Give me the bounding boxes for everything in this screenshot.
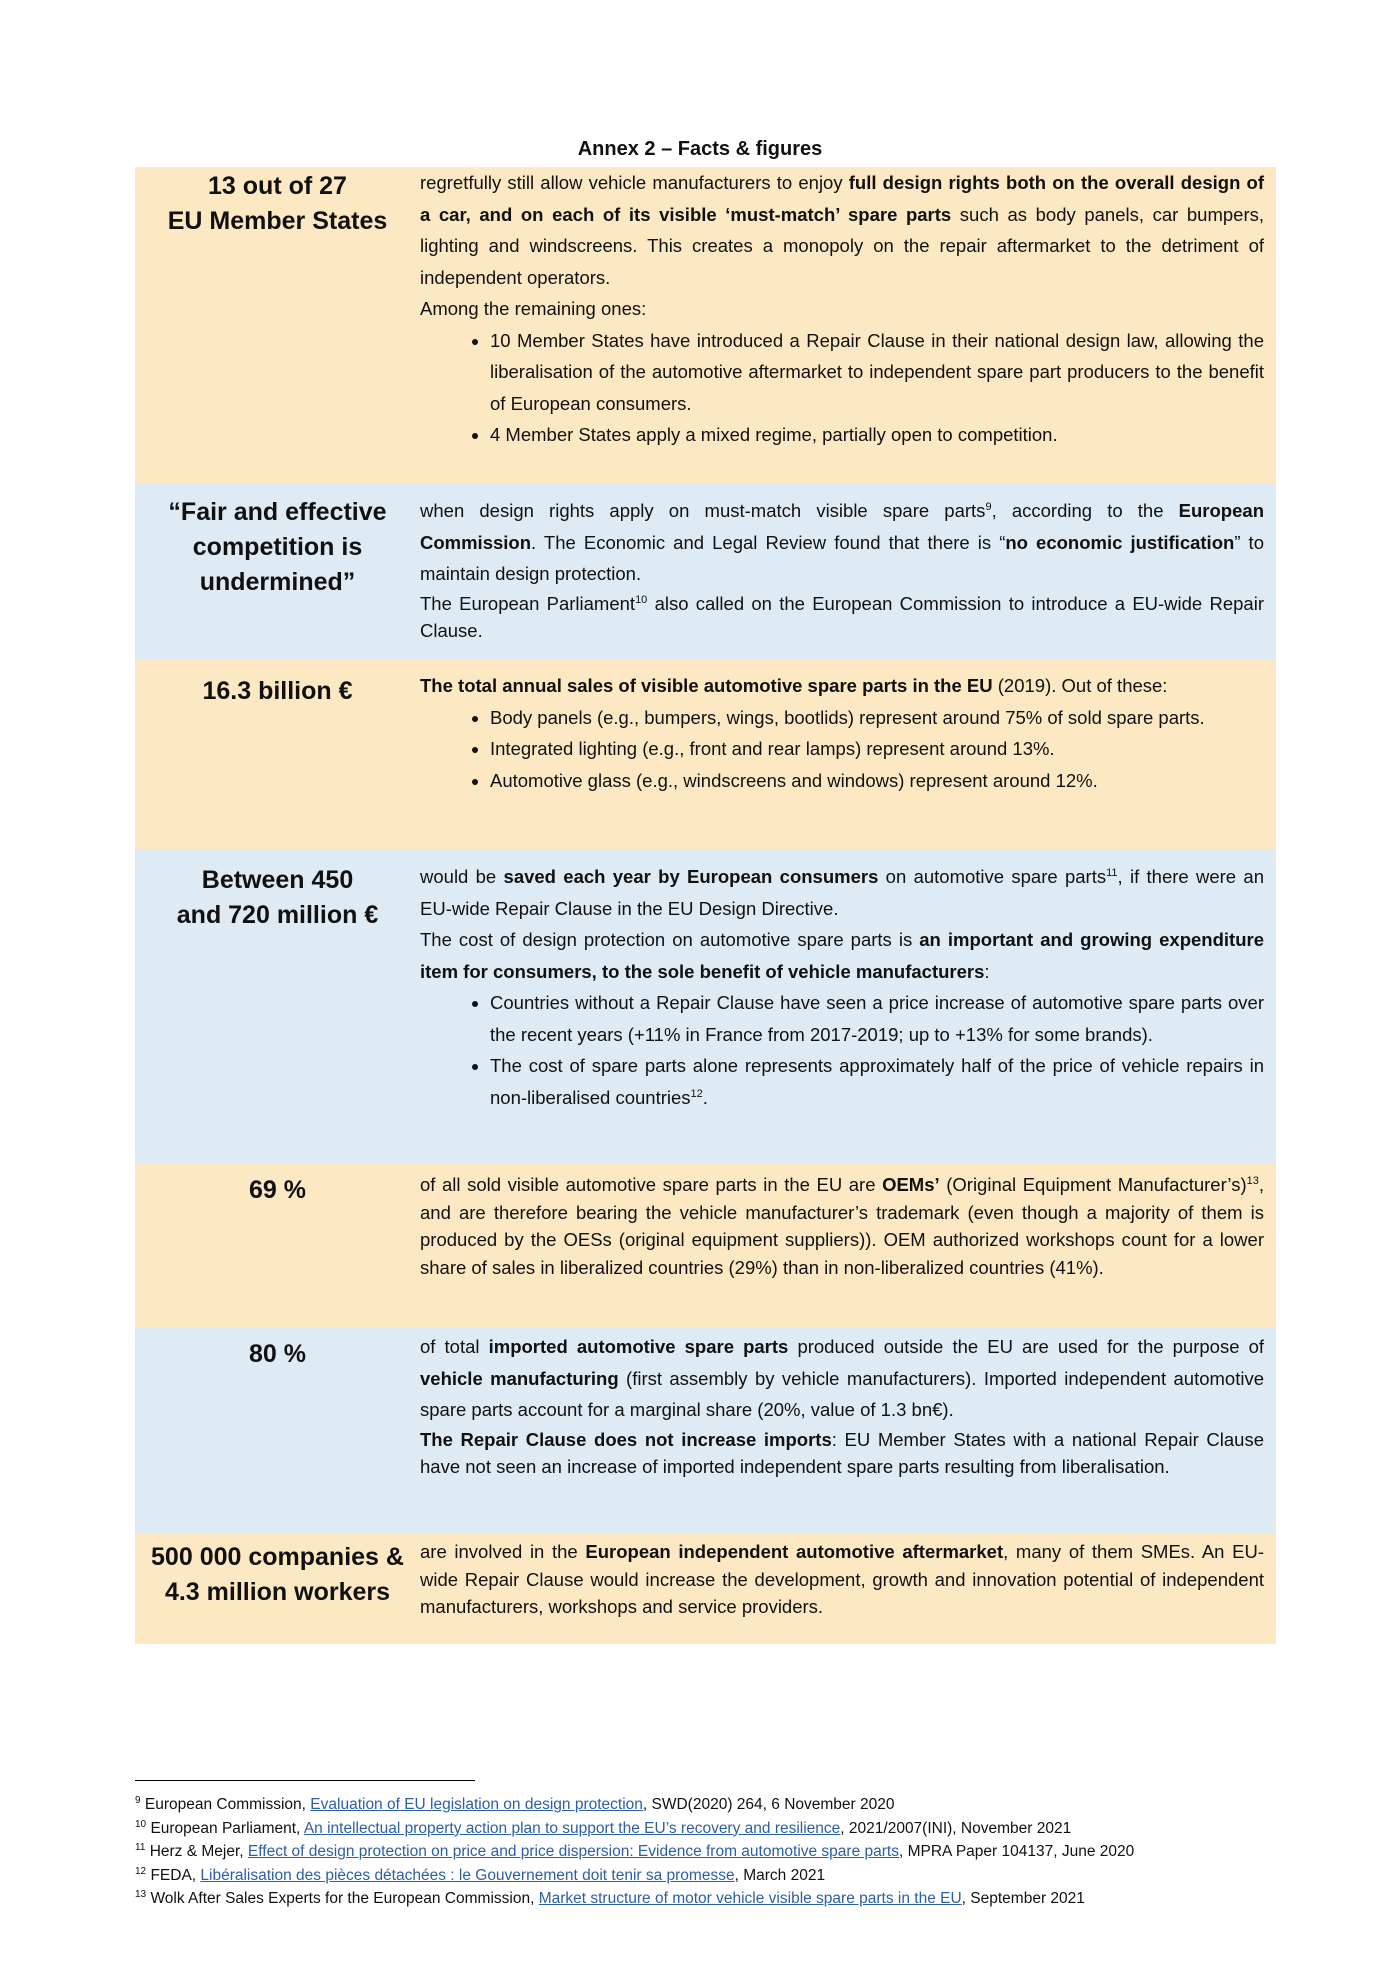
list-item: • 4 Member States apply a mixed regime, partially open to competition. xyxy=(490,419,1264,451)
paragraph: of total imported automotive spare parts produced outside the EU are used for the purpose of vehicle manufacturing (first assembly by vehicle manufacturers). Imported independent automotive spare parts account for a marginal share (20%, value of 1.3 bn€). xyxy=(420,1336,1265,1420)
fact-row-competition xyxy=(135,483,1276,660)
description-member-states xyxy=(420,167,1276,483)
paragraph: The European Parliament$^{10}$ also called on the European Commission to introduce a EU-wide Repair Clause. xyxy=(420,592,1264,641)
list-item: • Body panels (e.g., bumpers, wings, bootlids) represent around 75% of sold spare parts. xyxy=(490,702,1264,734)
footnote-link[interactable]: An intellectual property action plan to support the EU’s recovery and resilience xyxy=(303,1819,841,1837)
footnote-link[interactable]: Effect of design protection on price and price dispersion: Evidence from automotive spare parts xyxy=(247,1843,899,1860)
bullet-list xyxy=(420,702,1264,797)
fact-row-sales xyxy=(135,660,1276,849)
footnote-link[interactable]: Evaluation of EU legislation on design protection xyxy=(310,1796,643,1813)
paragraph: Among the remaining ones: xyxy=(420,298,647,319)
bullet-list xyxy=(420,325,1264,451)
description-imports xyxy=(420,1327,1276,1534)
fact-row-savings xyxy=(135,849,1276,1163)
paragraph: The cost of design protection on automotive spare parts is an important and growing expenditure item for consumers, to the sole benefit of vehicle manufacturers: xyxy=(420,929,1264,982)
footnote-link[interactable]: Market structure of motor vehicle visible spare parts in the EU xyxy=(538,1890,962,1907)
figure-competition: “Fair and effective competition is undermined” xyxy=(168,498,387,596)
figure-imports: 80 % xyxy=(249,1340,306,1368)
fact-row-member-states xyxy=(135,167,1276,483)
footnote-separator xyxy=(135,1780,475,1781)
footnotes xyxy=(135,1793,1335,1911)
page-title: Annex 2 – Facts & figures xyxy=(577,138,823,160)
fact-row-imports xyxy=(135,1327,1276,1534)
paragraph: The total annual sales of visible automotive spare parts in the EU (2019). Out of these: xyxy=(420,675,1168,696)
list-item: • The cost of spare parts alone represents approximately half of the price of vehicle repairs in non-liberalised countries$^{12}$. xyxy=(490,1050,1264,1113)
description-sales xyxy=(420,660,1276,849)
paragraph: are involved in the European independent automotive aftermarket, many of them SMEs. An EU-wide Repair Clause would increase the development, growth and innovation potential of independent manufacturers, workshops and service providers. xyxy=(420,1541,1264,1617)
description-competition xyxy=(420,483,1276,660)
paragraph: regretfully still allow vehicle manufacturers to enjoy full design rights both on the overall design of a car, and on each of its visible ‘must-match’ spare parts such as body panels, car bumpers, lighting and windscreens. This creates a monopoly on the repair aftermarket to the detriment of independent operators. xyxy=(420,172,1265,288)
figure-companies: 500 000 companies & 4.3 million workers xyxy=(151,1543,404,1606)
bullet-list xyxy=(420,987,1264,1113)
footnote-10: $^{10}$ European Parliament, An intellectual property action plan to support the EU’s recovery and resilience, 2021/2007(INI), November 2021 xyxy=(135,1818,1072,1837)
footnote-11: $^{11}$ Herz & Mejer, Effect of design protection on price and price dispersion: Evidence from automotive spare parts, MPRA Paper 104137, June 2020 xyxy=(135,1841,1135,1860)
footnote-12: $^{12}$ FEDA, Libéralisation des pièces détachées : le Gouvernement doit tenir sa promesse, March 2021 xyxy=(135,1865,826,1884)
description-companies xyxy=(420,1534,1276,1644)
list-item: • Automotive glass (e.g., windscreens and windows) represent around 12%. xyxy=(490,765,1264,797)
facts-table xyxy=(135,167,1276,1644)
figure-savings: Between 450 and 720 million € xyxy=(176,866,379,929)
figure-oem: 69 % xyxy=(249,1176,306,1204)
figure-sales: 16.3 billion € xyxy=(202,677,353,705)
paragraph: would be saved each year by European consumers on automotive spare parts$^{11}$, if there were an EU-wide Repair Clause in the EU Design Directive. xyxy=(420,866,1264,919)
footnote-link[interactable]: Libéralisation des pièces détachées : le Gouvernement doit tenir sa promesse xyxy=(200,1866,735,1884)
paragraph: of all sold visible automotive spare parts in the EU are OEMs’ (Original Equipment Manufacturer’s)$^{13}$, and are therefore bearing the vehicle manufacturer’s trademark (even though a majority of them is produced by the OESs (original equipment suppliers)). OEM authorized workshops count for a lower share of sales in liberalized countries (29%) than in non-liberalized countries (41%). xyxy=(420,1174,1264,1278)
list-item: • 10 Member States have introduced a Repair Clause in their national design law, allowing the liberalisation of the automotive aftermarket to independent spare part producers to the benefit of European consumers. xyxy=(490,325,1264,420)
footnote-13: $^{13}$ Wolk After Sales Experts for the European Commission, Market structure of motor vehicle visible spare parts in the EU, September 2021 xyxy=(135,1888,1085,1907)
list-item: • Integrated lighting (e.g., front and rear lamps) represent around 13%. xyxy=(490,733,1264,765)
figure-member-states: 13 out of 27 EU Member States xyxy=(167,172,388,235)
list-item: • Countries without a Repair Clause have seen a price increase of automotive spare parts over the recent years (+11% in France from 2017-2019; up to +13% for some brands). xyxy=(490,987,1264,1050)
fact-row-companies xyxy=(135,1534,1276,1644)
fact-row-oem xyxy=(135,1163,1276,1327)
description-oem xyxy=(420,1163,1276,1327)
paragraph: when design rights apply on must-match visible spare parts$^9$, according to the European Commission. The Economic and Legal Review found that there is “no economic justification” to maintain design protection. xyxy=(420,500,1264,584)
description-savings xyxy=(420,849,1276,1163)
paragraph: The Repair Clause does not increase imports: EU Member States with a national Repair Clause have not seen an increase of imported independent spare parts resulting from liberalisation. xyxy=(420,1428,1264,1477)
footnote-9: $^9$ European Commission, Evaluation of EU legislation on design protection, SWD(2020) 264, 6 November 2020 xyxy=(135,1794,895,1813)
